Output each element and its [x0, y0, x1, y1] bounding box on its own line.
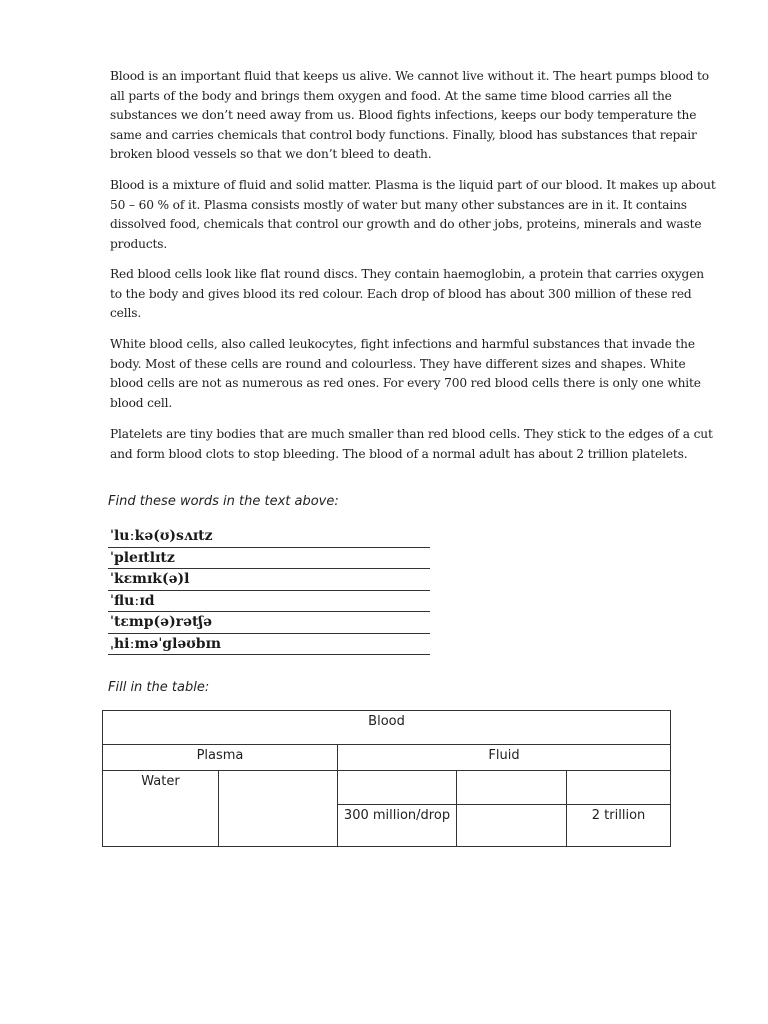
paragraph-plasma: Blood is a mixture of fluid and solid matter. Plasma is the liquid part of our blood. It makes up about 50 – 60 % of it. Plasma consists mostly of water but many other substances are in it. It contains dissolved food, chemicals that control our growth and do other jobs, proteins, minerals and waste products. [110, 178, 716, 251]
table-cell-blank[interactable] [567, 771, 671, 805]
phonetic-word: ˈkɛmɪk(ə)l [108, 569, 430, 591]
phonetic-word: ˈpleɪtlɪtz [108, 548, 430, 570]
table-cell-blank[interactable] [457, 805, 567, 847]
phonetic-word-list [108, 526, 430, 655]
table-header-blood: Blood [103, 711, 671, 745]
paragraph-platelets: Platelets are tiny bodies that are much smaller than red blood cells. They stick to the edges of a cut and form blood clots to stop bleeding. The blood of a normal adult has about 2 trillion platelets. [110, 427, 713, 461]
paragraph-red-cells: Red blood cells look like flat round discs. They contain haemoglobin, a protein that carries oxygen to the body and gives blood its red colour. Each drop of blood has about 300 million of these red cells. [110, 267, 704, 320]
table-cell-blank[interactable] [219, 771, 338, 847]
phonetic-word: ˈtɛmp(ə)rətʃə [108, 612, 430, 634]
table-cell-water: Water [103, 771, 219, 847]
table-cell-red-cell-count: 300 million/drop [338, 805, 457, 847]
phonetic-word: ˈluːkə(ʊ)sʌɪtz [108, 526, 430, 548]
blood-table [102, 710, 671, 847]
table-cell-blank[interactable] [338, 771, 457, 805]
phonetic-word: ˌhiːməˈgləʊbɪn [108, 634, 430, 656]
paragraph-white-cells: White blood cells, also called leukocytes, fight infections and harmful substances that invade the body. Most of these cells are round and colourless. They have different sizes and shapes. White blood cells are not as numerous as red ones. For every 700 red blood cells there is only one white blood cell. [110, 337, 701, 410]
phonetic-word: ˈfluːɪd [108, 591, 430, 613]
table-header-fluid: Fluid [338, 745, 671, 771]
paragraph-intro: Blood is an important fluid that keeps us alive. We cannot live without it. The heart pumps blood to all parts of the body and brings them oxygen and food. At the same time blood carries all the substances we don’t need away from us. Blood fights infections, keeps our body temperature the same and carries chemicals that control body functions. Finally, blood has substances that repair broken blood vessels so that we don’t bleed to death. [110, 69, 709, 161]
find-words-instruction: Find these words in the text above: [108, 494, 339, 509]
table-cell-platelet-count: 2 trillion [567, 805, 671, 847]
table-cell-blank[interactable] [457, 771, 567, 805]
fill-table-instruction: Fill in the table: [108, 680, 210, 695]
table-header-plasma: Plasma [103, 745, 338, 771]
